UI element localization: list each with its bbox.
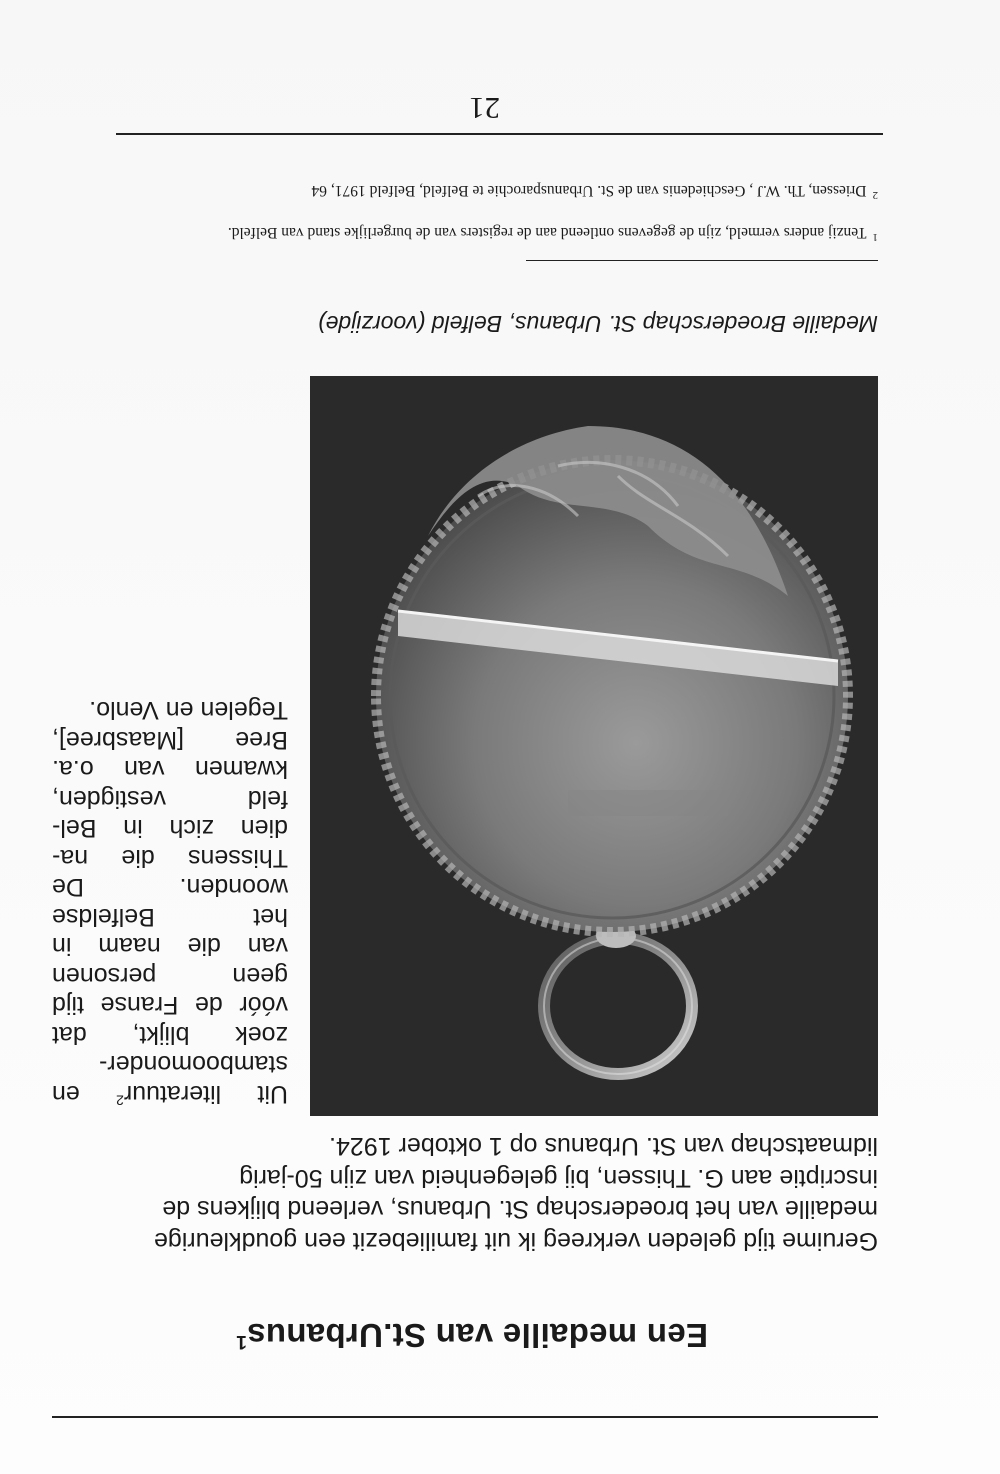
side-line: stamboomonder-: [99, 1050, 288, 1079]
side-line-text: en: [52, 1080, 117, 1108]
footnote-number: 1: [872, 231, 878, 243]
page-number: 21: [469, 91, 500, 126]
title-footnote-ref: 1: [236, 1331, 247, 1352]
medal-illustration: [310, 376, 878, 1116]
top-rule: [52, 1416, 878, 1418]
side-line: woonden. De: [52, 873, 288, 902]
side-line-text: Uit literatuur: [123, 1080, 288, 1108]
bottom-rule: [116, 133, 883, 135]
footnote-text: Tenzij anders vermeld, zijn de gegevens ontleend aan de registers van de burgerlijke stand van Belfeld.: [227, 223, 867, 241]
side-line: van die naam in: [52, 932, 288, 961]
medal-photo: [310, 376, 878, 1116]
intro-paragraph: Geruime tijd geleden verkreeg ik uit familiebezit een goudkleurige medaille van het broederschap St. Urbanus, verleend blijkens de inscriptie aan G. Thissen, bij gelegenheid van zijn 50-jarig lidmaatschap van St. Urbanus op 1 oktober 1924.: [153, 1132, 878, 1255]
side-line: Tegelen en Venlo.: [89, 696, 288, 725]
footnote-ref-2: 2: [116, 1092, 124, 1108]
side-paragraph: [52, 695, 288, 1108]
side-line: vóór de Franse tijd: [52, 991, 288, 1020]
side-line: het Belfeldse: [52, 903, 288, 931]
footnote: [108, 181, 878, 204]
side-line: geen personen: [52, 962, 288, 990]
page-title: [188, 1316, 708, 1354]
side-line: Thissens die na-: [52, 844, 288, 872]
footnote-number: 2: [872, 189, 878, 201]
title-text: Een medaille van St.Urbanus: [246, 1317, 708, 1354]
side-line: [52, 1079, 288, 1109]
footnote-rule: [526, 260, 878, 261]
side-line: Bree [Maasbree],: [52, 726, 288, 754]
side-line: zoek blijkt, dat: [52, 1021, 288, 1049]
footnote-text: Driessen, Th. W.J , Geschiedenis van de St. Urbanusparochie te Belfeld, Belfeld 1971, 64: [311, 181, 867, 199]
side-line: feld vestigden,: [52, 785, 288, 813]
side-line: kwamen van o.a.: [52, 755, 288, 784]
photo-caption: Medaille Broederschap St. Urbanus, Belfeld (voorzijde): [318, 311, 878, 337]
side-line: dien zich in Bel-: [52, 814, 288, 843]
footnote: [108, 223, 878, 246]
